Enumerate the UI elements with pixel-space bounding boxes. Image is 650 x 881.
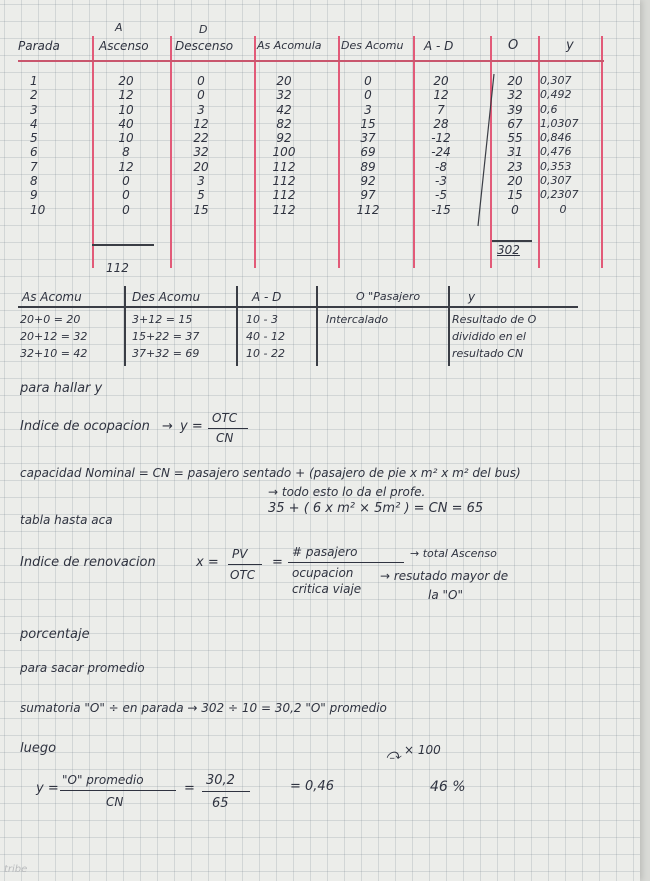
watermark: tribe	[4, 864, 28, 875]
t2-column-a-d	[246, 311, 285, 362]
t2-header-des-acomu: Des Acomu	[132, 290, 201, 304]
note-result: = 0,46	[290, 779, 334, 794]
cell-a-d: 12	[433, 88, 449, 103]
cell-descenso: 5	[197, 188, 205, 203]
cell-o: 23	[507, 159, 523, 174]
t2-header-y: y	[468, 290, 476, 304]
fraction-line	[60, 790, 176, 791]
frac-o-promedio: "O" promedio	[62, 773, 144, 787]
cell-as-acomula: 82	[276, 116, 292, 131]
table1-rule	[601, 36, 603, 268]
header-parada: Parada	[18, 39, 60, 53]
cell-a-d: 20	[433, 74, 449, 88]
fraction-line	[228, 564, 262, 565]
cell-a-d: 28	[433, 116, 449, 131]
cell-des-acomu: 15	[360, 116, 376, 131]
curved-arrow-icon: ⤼	[386, 747, 401, 763]
header-mark-a: A	[115, 21, 123, 34]
cell-descenso: 0	[197, 74, 205, 88]
frac-cn: CN	[216, 431, 234, 445]
cell-y: 0,476	[540, 145, 572, 159]
cell-des-acomu: 37	[360, 131, 376, 146]
cell-y: 0	[559, 202, 567, 216]
cell-des-acomu: 112	[356, 202, 380, 217]
total-o: 302	[497, 243, 520, 257]
cell-o: 20	[507, 74, 523, 88]
t2-cell: 32+10 = 42	[20, 347, 88, 360]
table2-rule	[236, 286, 238, 366]
cell-descenso: 0	[197, 88, 205, 103]
cell-as-acomula: 112	[272, 202, 296, 217]
cell-ascenso: 8	[122, 145, 130, 160]
cell-ascenso: 12	[118, 159, 134, 174]
cell-a-d: -24	[431, 145, 451, 160]
cell-ascenso: 0	[122, 174, 130, 189]
cell-y: 0,6	[540, 102, 558, 116]
note-resultado-mayor: → resutado mayor de	[380, 569, 509, 583]
cell-parada: 7	[30, 159, 38, 174]
header-y: y	[566, 38, 574, 53]
note-total-ascenso: → total Ascenso	[410, 547, 497, 560]
cell-des-acomu: 92	[360, 174, 376, 189]
cell-ascenso: 10	[118, 131, 134, 146]
t2-column-as-acomu	[20, 311, 87, 362]
note-sumatoria: sumatoria "O" ÷ en parada → 302 ÷ 10 = 30,2 "O" promedio	[20, 701, 387, 715]
t2-column-y	[452, 311, 536, 362]
cell-o: 0	[511, 202, 519, 217]
cell-as-acomula: 20	[276, 74, 292, 88]
note-critica-viaje: critica viaje	[292, 582, 362, 596]
cell-ascenso: 0	[122, 188, 130, 203]
cell-as-acomula: 112	[272, 174, 296, 189]
cell-des-acomu: 0	[364, 88, 372, 103]
cell-o: 67	[507, 116, 523, 131]
t2-cell: Resultado de O	[452, 313, 537, 326]
frac-otc2: OTC	[230, 568, 256, 582]
frac-65: 65	[212, 796, 229, 811]
cell-as-acomula: 112	[272, 188, 296, 203]
header-des-acomu: Des Acomu	[341, 39, 404, 52]
cell-as-acomula: 112	[272, 159, 296, 174]
cell-descenso: 3	[197, 174, 205, 189]
frac-302: 30,2	[206, 773, 235, 788]
table2-header-underline	[18, 306, 578, 308]
cell-o: 39	[507, 102, 523, 117]
cell-ascenso: 10	[118, 102, 134, 117]
note-indice-renovacion: Indice de renovacion	[20, 555, 156, 570]
cell-descenso: 22	[193, 131, 209, 146]
note-ocupacion: ocupacion	[292, 566, 354, 580]
column-ascenso	[106, 74, 146, 217]
header-a-d: A - D	[424, 39, 454, 53]
column-des-acomu	[346, 74, 390, 217]
cell-des-acomu: 3	[364, 102, 372, 117]
column-y	[540, 74, 600, 217]
cell-parada: 4	[30, 116, 38, 131]
column-o	[494, 74, 536, 217]
fraction-line	[208, 428, 248, 429]
equals: =	[272, 555, 283, 570]
cell-parada: 6	[30, 145, 38, 160]
t2-cell: 20+0 = 20	[20, 313, 81, 326]
y-equals: y =	[180, 419, 203, 434]
cell-a-d: -5	[435, 188, 447, 203]
cell-descenso: 15	[193, 202, 209, 217]
note-tabla-hasta: tabla hasta aca	[20, 513, 113, 527]
table1-header-underline	[18, 60, 604, 62]
t2-cell: 10 - 22	[246, 347, 285, 360]
note-porcentaje: porcentaje	[20, 627, 90, 642]
table2-rule	[448, 286, 450, 366]
cell-o: 32	[507, 88, 523, 103]
cell-descenso: 3	[197, 102, 205, 117]
cell-ascenso: 40	[118, 116, 134, 131]
note-luego: luego	[20, 741, 57, 756]
cell-y: 0,846	[540, 131, 572, 145]
cell-parada: 5	[30, 131, 38, 146]
t2-cell: resultado CN	[452, 347, 524, 360]
cell-a-d: -15	[431, 202, 451, 217]
header-mark-d: D	[199, 23, 208, 36]
total-o-line	[492, 240, 532, 242]
cell-des-acomu: 97	[360, 188, 376, 203]
cell-descenso: 12	[193, 116, 209, 131]
x-equals: x =	[196, 555, 219, 570]
t2-cell: 3+12 = 15	[132, 313, 193, 326]
cell-descenso: 20	[193, 159, 209, 174]
cell-a-d: -8	[435, 159, 447, 174]
cell-parada: 9	[30, 188, 38, 203]
cell-parada: 8	[30, 174, 38, 189]
num-pasajero: # pasajero	[292, 545, 358, 559]
header-ascenso: Ascenso	[99, 39, 149, 53]
cell-parada: 1	[30, 74, 38, 88]
cell-as-acomula: 32	[276, 88, 292, 103]
t2-header-o-pasajero: O "Pasajero	[356, 290, 421, 303]
arrow-icon: →	[162, 419, 173, 434]
note-percent: 46 %	[430, 779, 466, 795]
cell-a-d: -3	[435, 174, 447, 189]
note-para-hallar: para hallar y	[20, 381, 103, 396]
cell-a-d: 7	[437, 102, 445, 117]
note-x100: × 100	[404, 743, 441, 757]
cell-parada: 10	[30, 202, 46, 217]
frac-cn2: CN	[106, 795, 124, 809]
t2-cell: Intercalado	[326, 313, 389, 326]
equals2: =	[184, 781, 195, 796]
table1-rule	[92, 36, 94, 268]
t2-column-des-acomu	[132, 311, 199, 362]
cell-as-acomula: 42	[276, 102, 292, 117]
t2-cell: 40 - 12	[246, 330, 285, 343]
cell-ascenso: 20	[118, 74, 134, 88]
table1-rule	[254, 36, 256, 268]
t2-header-a-d: A - D	[252, 290, 282, 304]
cell-descenso: 32	[193, 145, 209, 160]
cell-o: 55	[507, 131, 523, 146]
cell-parada: 3	[30, 102, 38, 117]
t2-cell: 10 - 3	[246, 313, 278, 326]
table1-rule	[413, 36, 415, 268]
table2-rule	[316, 286, 318, 366]
y-final-equals: y =	[36, 781, 59, 796]
cell-des-acomu: 0	[364, 74, 372, 88]
total-ascenso-line	[92, 244, 154, 246]
cell-des-acomu: 89	[360, 159, 376, 174]
cell-y: 0,2307	[540, 188, 579, 202]
header-descenso: Descenso	[175, 39, 234, 53]
t2-cell: 37+32 = 69	[132, 347, 200, 360]
note-indice-ocupacion: Indice de ocopacion	[20, 419, 150, 434]
column-as-acomula	[262, 74, 306, 217]
cell-parada: 2	[30, 88, 38, 103]
table1-rule	[170, 36, 172, 268]
cell-o: 15	[507, 188, 523, 203]
note-todo: → todo esto lo da el profe.	[268, 485, 426, 499]
t2-column-o	[326, 311, 388, 328]
note-la-o: la "O"	[428, 588, 463, 602]
cell-y: 1,0307	[540, 116, 579, 130]
t2-cell: 15+22 = 37	[132, 330, 200, 343]
cell-as-acomula: 100	[272, 145, 296, 160]
note-formula-cn: 35 + ( 6 x m² × 5m² ) = CN = 65	[268, 501, 484, 516]
fraction-line	[288, 562, 404, 563]
cell-as-acomula: 92	[276, 131, 292, 146]
column-parada	[30, 74, 60, 217]
column-a-d	[420, 74, 462, 217]
cell-y: 0,307	[540, 74, 572, 87]
t2-header-as-acomu: As Acomu	[22, 290, 82, 304]
cell-y: 0,353	[540, 159, 572, 173]
cell-y: 0,492	[540, 88, 572, 102]
cell-o: 31	[507, 145, 523, 160]
table2-rule	[124, 286, 126, 366]
column-descenso	[181, 74, 221, 217]
cell-a-d: -12	[431, 131, 451, 146]
cell-ascenso: 0	[122, 202, 130, 217]
fraction-line	[202, 791, 250, 792]
header-o: O	[508, 38, 519, 53]
frac-pv: PV	[232, 547, 248, 561]
cell-ascenso: 12	[118, 88, 134, 103]
total-ascenso: 112	[106, 261, 129, 275]
cell-y: 0,307	[540, 174, 572, 188]
t2-cell: dividido en el	[452, 330, 526, 343]
t2-cell: 20+12 = 32	[20, 330, 88, 343]
note-capacidad: capacidad Nominal = CN = pasajero sentado + (pasajero de pie x m² x m² del bus)	[20, 466, 521, 480]
note-para-sacar: para sacar promedio	[20, 661, 145, 675]
header-as-acomula: As Acomula	[257, 39, 322, 52]
cell-o: 20	[507, 174, 523, 189]
table1-rule	[338, 36, 340, 268]
frac-otc: OTC	[212, 411, 238, 425]
cell-des-acomu: 69	[360, 145, 376, 160]
